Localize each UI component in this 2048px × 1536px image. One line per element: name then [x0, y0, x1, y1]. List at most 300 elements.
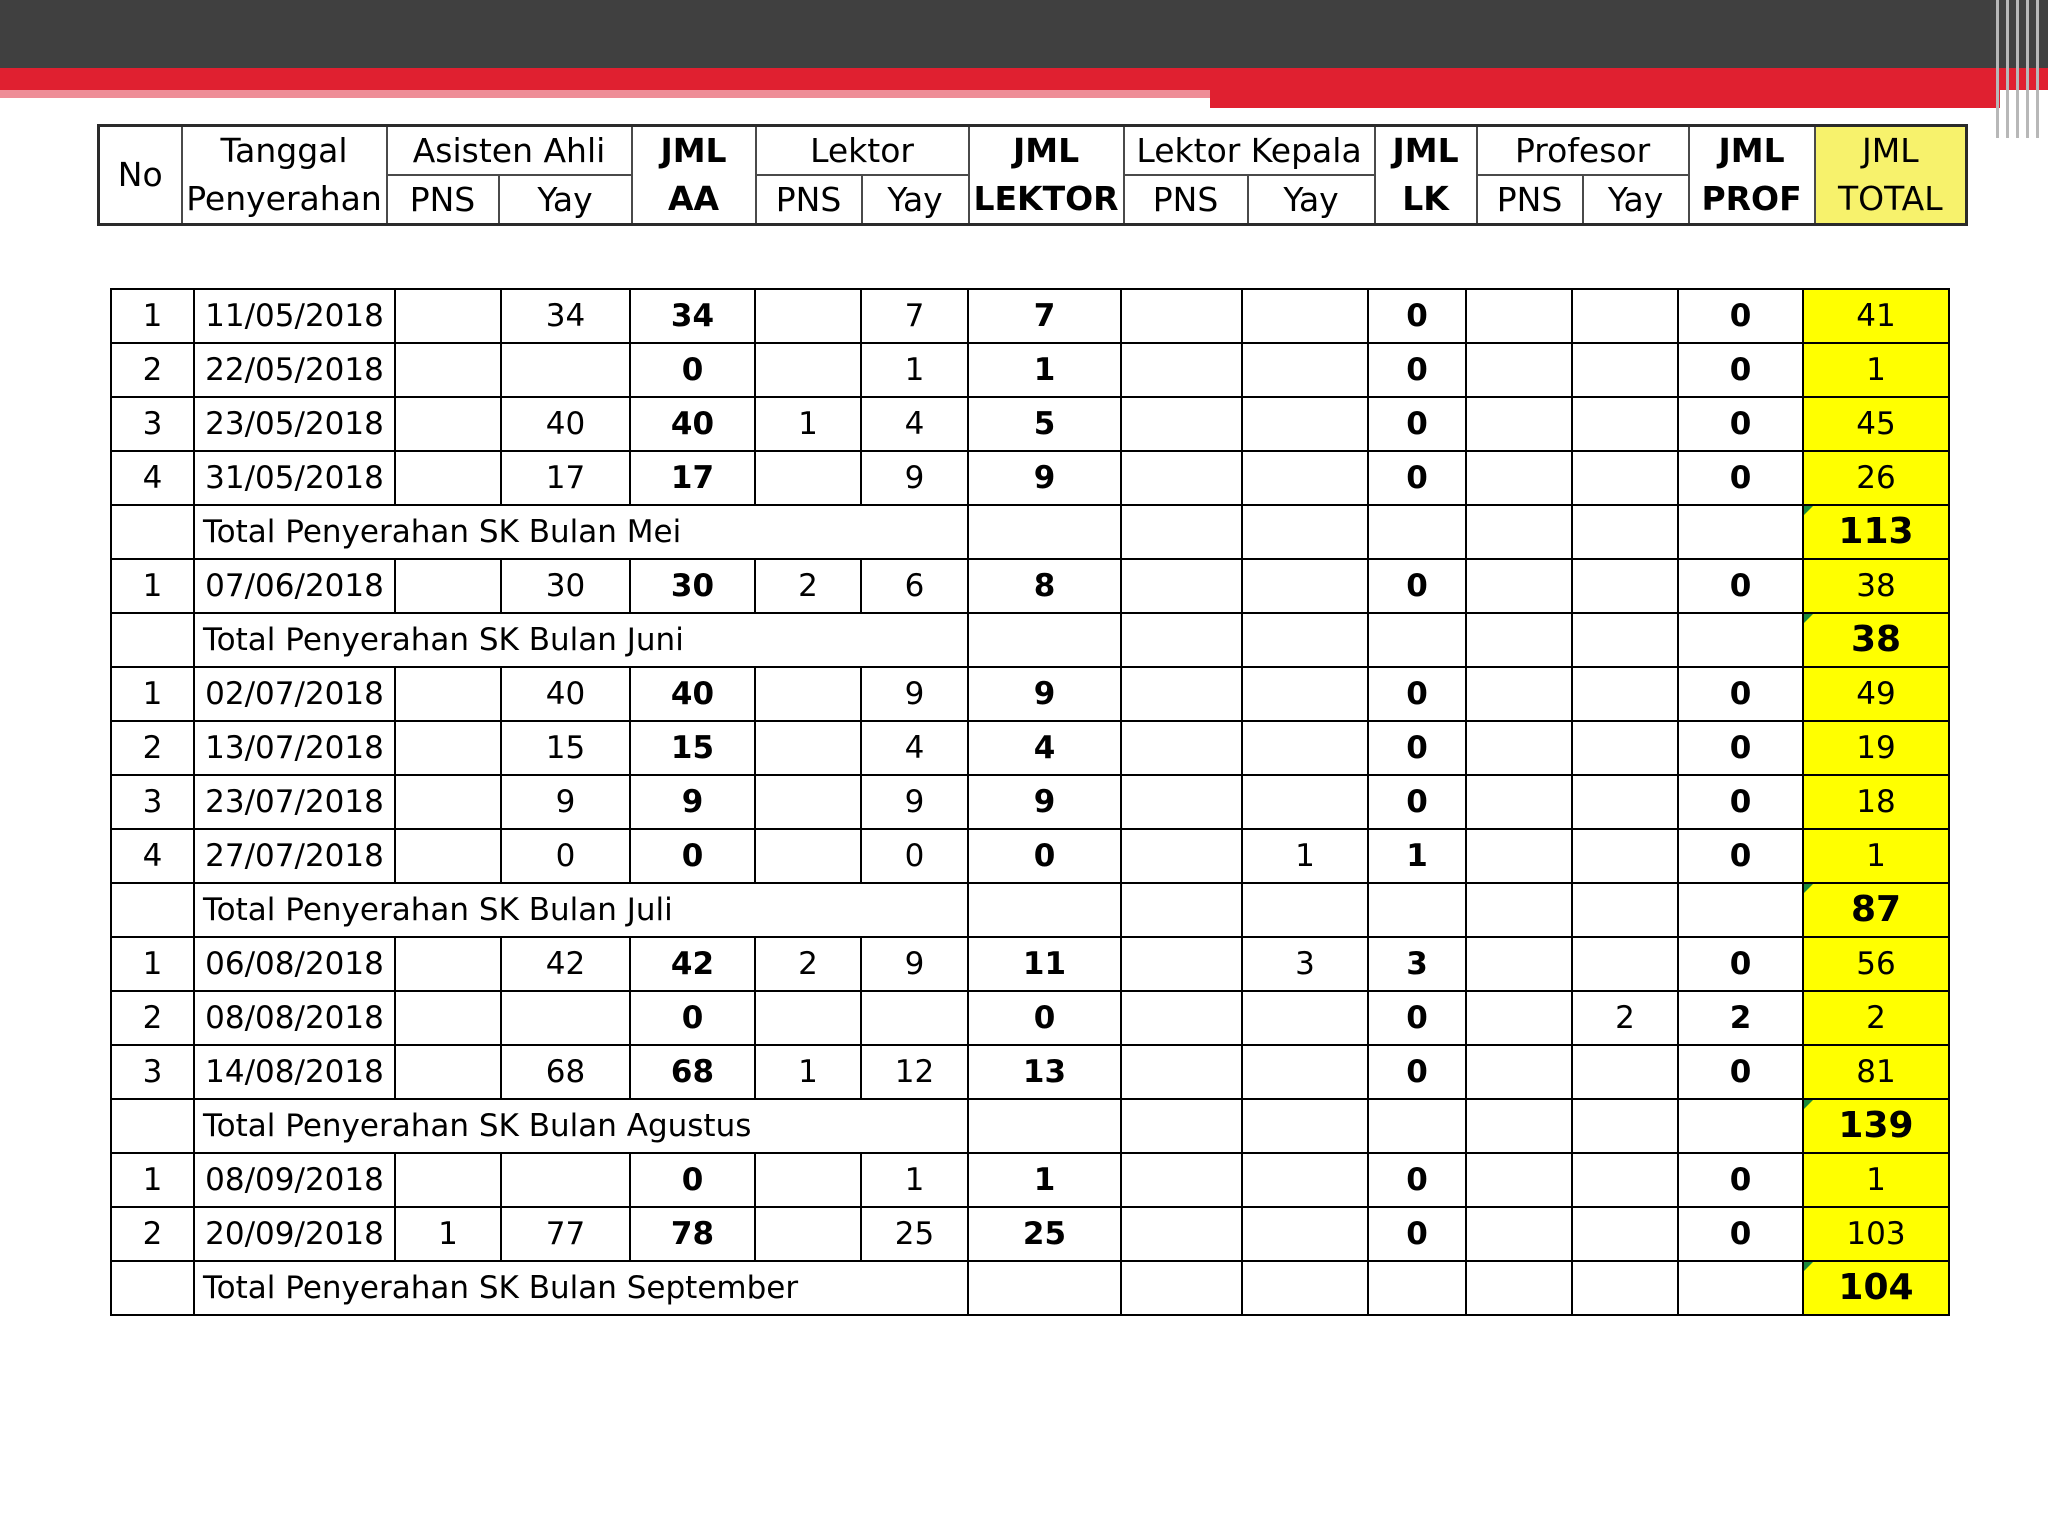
header-jml-lektor-line2: LEKTOR [973, 179, 1119, 218]
header-asisten-ahli: Asisten Ahli [387, 126, 632, 176]
cell-lk-pns [1121, 343, 1242, 397]
cell-jml-total: 41 [1803, 289, 1949, 343]
cell-aa-pns: 1 [395, 1207, 501, 1261]
cell-lk-yay: 3 [1242, 937, 1368, 991]
table-row [111, 343, 1949, 397]
cell-aa-pns [395, 829, 501, 883]
cell-jml-prof: 0 [1678, 343, 1803, 397]
cell-jml-lektor: 1 [968, 1153, 1121, 1207]
cell-lk-pns [1121, 667, 1242, 721]
cell-jml-lektor: 4 [968, 721, 1121, 775]
cell-jml-prof: 0 [1678, 937, 1803, 991]
header-lektor-yay: Yay [862, 175, 969, 225]
table-row [111, 289, 1949, 343]
decor-line [2026, 0, 2029, 138]
cell-jml-lektor: 8 [968, 559, 1121, 613]
summary-blank-cell [1466, 613, 1572, 667]
cell-jml-aa: 17 [630, 451, 755, 505]
header-jml-lektor [969, 126, 1124, 225]
summary-blank-cell [1121, 613, 1242, 667]
cell-jml-prof: 0 [1678, 397, 1803, 451]
header-lektor-kepala: Lektor Kepala [1124, 126, 1375, 176]
cell-jml-lk: 0 [1368, 775, 1466, 829]
summary-blank-cell [1368, 1261, 1466, 1315]
decor-line [2036, 0, 2039, 138]
cell-prof-pns [1466, 1207, 1572, 1261]
summary-blank-cell [968, 1261, 1121, 1315]
summary-blank-cell [1242, 883, 1368, 937]
cell-jml-lektor: 5 [968, 397, 1121, 451]
header-jml-aa-line2: AA [667, 179, 720, 218]
cell-aa-pns [395, 451, 501, 505]
cell-jml-lk: 0 [1368, 559, 1466, 613]
cell-prof-yay [1572, 559, 1678, 613]
cell-aa-pns [395, 937, 501, 991]
cell-lektor-yay: 4 [861, 397, 968, 451]
header-jml-prof-line2: PROF [1701, 179, 1802, 218]
cell-jml-aa: 40 [630, 397, 755, 451]
table-row [111, 937, 1949, 991]
cell-lektor-yay: 1 [861, 343, 968, 397]
row-no: 2 [111, 343, 194, 397]
cell-lk-yay [1242, 1045, 1368, 1099]
summary-total: 139 [1803, 1099, 1949, 1153]
cell-lk-yay [1242, 397, 1368, 451]
cell-jml-lektor: 25 [968, 1207, 1121, 1261]
cell-jml-aa: 42 [630, 937, 755, 991]
cell-lk-pns [1121, 775, 1242, 829]
table-row [111, 721, 1949, 775]
cell-lk-pns [1121, 1045, 1242, 1099]
cell-jml-aa: 68 [630, 1045, 755, 1099]
row-date: 14/08/2018 [194, 1045, 395, 1099]
cell-aa-yay: 9 [501, 775, 630, 829]
cell-jml-lk: 0 [1368, 721, 1466, 775]
cell-aa-yay: 17 [501, 451, 630, 505]
decor-line [2006, 0, 2009, 138]
cell-lk-pns [1121, 397, 1242, 451]
cell-aa-pns [395, 721, 501, 775]
summary-label: Total Penyerahan SK Bulan Mei [194, 505, 968, 559]
header-prof-yay: Yay [1583, 175, 1689, 225]
cell-jml-lektor: 0 [968, 829, 1121, 883]
cell-aa-yay [501, 343, 630, 397]
row-date: 08/08/2018 [194, 991, 395, 1045]
cell-jml-aa: 34 [630, 289, 755, 343]
cell-prof-yay [1572, 451, 1678, 505]
header-tanggal-line2: Penyerahan [186, 179, 382, 218]
cell-prof-yay [1572, 775, 1678, 829]
cell-prof-yay [1572, 829, 1678, 883]
cell-aa-pns [395, 343, 501, 397]
header-jml-lektor-line1: JML [1012, 131, 1080, 170]
cell-prof-yay: 2 [1572, 991, 1678, 1045]
row-no: 3 [111, 1045, 194, 1099]
summary-row [111, 883, 1949, 937]
cell-jml-total: 26 [1803, 451, 1949, 505]
cell-jml-lk: 0 [1368, 451, 1466, 505]
summary-blank-cell [1678, 1099, 1803, 1153]
cell-prof-pns [1466, 559, 1572, 613]
cell-jml-aa: 0 [630, 343, 755, 397]
cell-aa-pns [395, 397, 501, 451]
cell-prof-yay [1572, 667, 1678, 721]
header-lk-pns: PNS [1124, 175, 1248, 225]
table-row [111, 397, 1949, 451]
summary-blank-cell [1368, 505, 1466, 559]
header-tanggal [182, 126, 387, 225]
cell-lk-pns [1121, 829, 1242, 883]
summary-no-blank [111, 1261, 194, 1315]
cell-jml-lektor: 9 [968, 667, 1121, 721]
summary-row [111, 613, 1949, 667]
cell-jml-lektor: 11 [968, 937, 1121, 991]
cell-jml-lektor: 1 [968, 343, 1121, 397]
cell-lektor-pns [755, 343, 861, 397]
cell-lektor-yay: 9 [861, 667, 968, 721]
row-no: 1 [111, 559, 194, 613]
summary-blank-cell [1368, 883, 1466, 937]
cell-prof-yay [1572, 1207, 1678, 1261]
cell-lk-pns [1121, 721, 1242, 775]
row-date: 31/05/2018 [194, 451, 395, 505]
cell-lektor-yay: 7 [861, 289, 968, 343]
cell-aa-yay: 40 [501, 397, 630, 451]
summary-blank-cell [1242, 505, 1368, 559]
header-jml-aa [632, 126, 756, 225]
cell-jml-lektor: 0 [968, 991, 1121, 1045]
cell-jml-total: 45 [1803, 397, 1949, 451]
cell-aa-yay: 77 [501, 1207, 630, 1261]
row-no: 2 [111, 991, 194, 1045]
table-row [111, 775, 1949, 829]
header-tanggal-line1: Tanggal [220, 131, 348, 170]
cell-jml-lektor: 13 [968, 1045, 1121, 1099]
summary-blank-cell [1466, 883, 1572, 937]
summary-blank-cell [1572, 1261, 1678, 1315]
cell-prof-pns [1466, 1153, 1572, 1207]
row-no: 4 [111, 829, 194, 883]
cell-prof-pns [1466, 343, 1572, 397]
cell-lektor-pns [755, 451, 861, 505]
cell-prof-pns [1466, 829, 1572, 883]
cell-prof-yay [1572, 397, 1678, 451]
row-date: 27/07/2018 [194, 829, 395, 883]
cell-aa-pns [395, 289, 501, 343]
header-no: No [99, 126, 182, 225]
cell-lektor-pns [755, 775, 861, 829]
cell-prof-pns [1466, 451, 1572, 505]
table-row [111, 1207, 1949, 1261]
cell-lk-pns [1121, 991, 1242, 1045]
cell-prof-pns [1466, 667, 1572, 721]
row-no: 1 [111, 289, 194, 343]
table-row [111, 667, 1949, 721]
cell-lektor-yay: 1 [861, 1153, 968, 1207]
header-profesor: Profesor [1477, 126, 1689, 176]
row-date: 22/05/2018 [194, 343, 395, 397]
cell-lk-pns [1121, 451, 1242, 505]
cell-prof-yay [1572, 1153, 1678, 1207]
summary-label: Total Penyerahan SK Bulan Agustus [194, 1099, 968, 1153]
cell-lektor-yay: 25 [861, 1207, 968, 1261]
summary-no-blank [111, 1099, 194, 1153]
cell-jml-lk: 0 [1368, 289, 1466, 343]
cell-jml-total: 1 [1803, 829, 1949, 883]
summary-blank-cell [1368, 1099, 1466, 1153]
summary-blank-cell [1242, 1261, 1368, 1315]
table-row [111, 1045, 1949, 1099]
row-no: 4 [111, 451, 194, 505]
cell-prof-pns [1466, 721, 1572, 775]
row-date: 02/07/2018 [194, 667, 395, 721]
cell-lektor-yay: 12 [861, 1045, 968, 1099]
cell-aa-pns [395, 559, 501, 613]
header-jml-total-line2: TOTAL [1837, 179, 1943, 218]
header-jml-lk-line1: JML [1392, 131, 1459, 170]
cell-jml-lektor: 9 [968, 775, 1121, 829]
data-table [110, 288, 1950, 1316]
row-no: 1 [111, 937, 194, 991]
summary-row [111, 1099, 1949, 1153]
cell-lektor-yay: 6 [861, 559, 968, 613]
summary-blank-cell [968, 613, 1121, 667]
slide-top-bar [0, 0, 2048, 68]
cell-aa-pns [395, 1153, 501, 1207]
cell-lektor-pns [755, 667, 861, 721]
summary-row [111, 1261, 1949, 1315]
decor-line [1996, 0, 1999, 138]
cell-lk-pns [1121, 1153, 1242, 1207]
cell-jml-total: 103 [1803, 1207, 1949, 1261]
cell-lk-yay [1242, 721, 1368, 775]
cell-aa-yay: 40 [501, 667, 630, 721]
cell-jml-total: 19 [1803, 721, 1949, 775]
summary-blank-cell [1466, 505, 1572, 559]
cell-prof-yay [1572, 289, 1678, 343]
decor-line [2016, 0, 2019, 138]
header-jml-aa-line1: JML [660, 131, 727, 170]
row-date: 08/09/2018 [194, 1153, 395, 1207]
table-row [111, 991, 1949, 1045]
summary-label: Total Penyerahan SK Bulan Juli [194, 883, 968, 937]
cell-aa-yay: 30 [501, 559, 630, 613]
cell-lk-yay [1242, 343, 1368, 397]
table-row [111, 451, 1949, 505]
cell-prof-pns [1466, 397, 1572, 451]
summary-total: 113 [1803, 505, 1949, 559]
cell-prof-yay [1572, 721, 1678, 775]
cell-jml-total: 38 [1803, 559, 1949, 613]
cell-jml-lektor: 7 [968, 289, 1121, 343]
row-no: 2 [111, 1207, 194, 1261]
table-row [111, 559, 1949, 613]
cell-lk-yay [1242, 1207, 1368, 1261]
cell-aa-yay: 15 [501, 721, 630, 775]
cell-jml-lk: 0 [1368, 1207, 1466, 1261]
table-row [111, 829, 1949, 883]
cell-jml-prof: 0 [1678, 1153, 1803, 1207]
cell-prof-pns [1466, 937, 1572, 991]
cell-jml-lk: 0 [1368, 991, 1466, 1045]
cell-jml-prof: 0 [1678, 775, 1803, 829]
row-date: 13/07/2018 [194, 721, 395, 775]
header-lektor: Lektor [756, 126, 969, 176]
cell-lektor-yay: 0 [861, 829, 968, 883]
slide-red-accent-bar-right [1210, 90, 2000, 108]
cell-lektor-pns: 2 [755, 937, 861, 991]
cell-prof-pns [1466, 289, 1572, 343]
summary-blank-cell [968, 505, 1121, 559]
cell-jml-lk: 3 [1368, 937, 1466, 991]
cell-jml-aa: 40 [630, 667, 755, 721]
cell-aa-pns [395, 775, 501, 829]
cell-jml-total: 1 [1803, 343, 1949, 397]
cell-prof-yay [1572, 1045, 1678, 1099]
cell-lektor-pns [755, 991, 861, 1045]
summary-total: 38 [1803, 613, 1949, 667]
header-jml-prof [1689, 126, 1815, 225]
cell-jml-total: 18 [1803, 775, 1949, 829]
cell-lektor-pns [755, 1153, 861, 1207]
summary-blank-cell [1572, 505, 1678, 559]
summary-total: 104 [1803, 1261, 1949, 1315]
cell-jml-aa: 78 [630, 1207, 755, 1261]
cell-lk-yay [1242, 559, 1368, 613]
summary-blank-cell [1678, 613, 1803, 667]
header-jml-prof-line1: JML [1718, 131, 1785, 170]
cell-jml-aa: 0 [630, 829, 755, 883]
summary-blank-cell [1678, 1261, 1803, 1315]
cell-lk-yay [1242, 1153, 1368, 1207]
summary-no-blank [111, 883, 194, 937]
row-no: 3 [111, 775, 194, 829]
cell-jml-aa: 9 [630, 775, 755, 829]
header-aa-yay: Yay [499, 175, 632, 225]
summary-blank-cell [1466, 1261, 1572, 1315]
cell-lk-yay [1242, 991, 1368, 1045]
summary-blank-cell [1572, 883, 1678, 937]
cell-jml-lk: 0 [1368, 1045, 1466, 1099]
cell-lk-pns [1121, 937, 1242, 991]
cell-aa-yay [501, 1153, 630, 1207]
cell-prof-yay [1572, 937, 1678, 991]
row-no: 2 [111, 721, 194, 775]
cell-jml-prof: 2 [1678, 991, 1803, 1045]
cell-prof-yay [1572, 343, 1678, 397]
cell-jml-aa: 0 [630, 1153, 755, 1207]
summary-no-blank [111, 505, 194, 559]
header-prof-pns: PNS [1477, 175, 1583, 225]
summary-blank-cell [1678, 883, 1803, 937]
table-row [111, 1153, 1949, 1207]
cell-aa-yay: 42 [501, 937, 630, 991]
cell-lektor-pns: 2 [755, 559, 861, 613]
header-lektor-pns: PNS [756, 175, 862, 225]
cell-jml-aa: 30 [630, 559, 755, 613]
summary-blank-cell [1121, 1261, 1242, 1315]
row-date: 07/06/2018 [194, 559, 395, 613]
cell-lk-pns [1121, 559, 1242, 613]
cell-aa-yay [501, 991, 630, 1045]
cell-lk-yay [1242, 775, 1368, 829]
cell-aa-pns [395, 1045, 501, 1099]
row-date: 23/05/2018 [194, 397, 395, 451]
summary-blank-cell [968, 1099, 1121, 1153]
row-date: 20/09/2018 [194, 1207, 395, 1261]
cell-lektor-pns [755, 1207, 861, 1261]
cell-jml-prof: 0 [1678, 667, 1803, 721]
header-lk-yay: Yay [1248, 175, 1375, 225]
cell-jml-prof: 0 [1678, 1207, 1803, 1261]
row-date: 11/05/2018 [194, 289, 395, 343]
cell-lk-pns [1121, 289, 1242, 343]
summary-label: Total Penyerahan SK Bulan Juni [194, 613, 968, 667]
cell-jml-aa: 0 [630, 991, 755, 1045]
header-table [97, 124, 1968, 226]
cell-lektor-yay: 4 [861, 721, 968, 775]
cell-prof-pns [1466, 991, 1572, 1045]
row-no: 1 [111, 667, 194, 721]
cell-jml-prof: 0 [1678, 289, 1803, 343]
summary-blank-cell [1242, 613, 1368, 667]
cell-aa-yay: 0 [501, 829, 630, 883]
cell-jml-lektor: 9 [968, 451, 1121, 505]
row-date: 06/08/2018 [194, 937, 395, 991]
cell-aa-pns [395, 667, 501, 721]
cell-jml-total: 2 [1803, 991, 1949, 1045]
cell-lektor-pns: 1 [755, 397, 861, 451]
summary-blank-cell [1121, 1099, 1242, 1153]
header-aa-pns: PNS [387, 175, 499, 225]
summary-blank-cell [1466, 1099, 1572, 1153]
cell-aa-yay: 34 [501, 289, 630, 343]
summary-label: Total Penyerahan SK Bulan September [194, 1261, 968, 1315]
cell-prof-pns [1466, 1045, 1572, 1099]
cell-jml-total: 1 [1803, 1153, 1949, 1207]
row-date: 23/07/2018 [194, 775, 395, 829]
summary-blank-cell [1368, 613, 1466, 667]
cell-jml-aa: 15 [630, 721, 755, 775]
header-jml-lk [1375, 126, 1477, 225]
cell-lk-yay [1242, 451, 1368, 505]
cell-jml-prof: 0 [1678, 1045, 1803, 1099]
cell-jml-total: 56 [1803, 937, 1949, 991]
header-jml-lk-line2: LK [1402, 179, 1449, 218]
summary-blank-cell [1678, 505, 1803, 559]
cell-jml-prof: 0 [1678, 829, 1803, 883]
summary-blank-cell [1121, 505, 1242, 559]
cell-lektor-yay [861, 991, 968, 1045]
cell-lektor-pns [755, 829, 861, 883]
cell-jml-lk: 0 [1368, 343, 1466, 397]
slide-pink-accent-bar [0, 90, 1210, 98]
summary-blank-cell [1572, 1099, 1678, 1153]
cell-jml-prof: 0 [1678, 451, 1803, 505]
cell-jml-prof: 0 [1678, 559, 1803, 613]
cell-lektor-pns [755, 289, 861, 343]
cell-lk-pns [1121, 1207, 1242, 1261]
cell-jml-lk: 0 [1368, 1153, 1466, 1207]
cell-lk-yay [1242, 667, 1368, 721]
slide-red-accent-bar [0, 68, 2048, 90]
row-no: 3 [111, 397, 194, 451]
header-jml-total-line1: JML [1862, 131, 1919, 170]
cell-jml-lk: 0 [1368, 667, 1466, 721]
cell-lk-yay [1242, 289, 1368, 343]
row-no: 1 [111, 1153, 194, 1207]
cell-lektor-pns: 1 [755, 1045, 861, 1099]
